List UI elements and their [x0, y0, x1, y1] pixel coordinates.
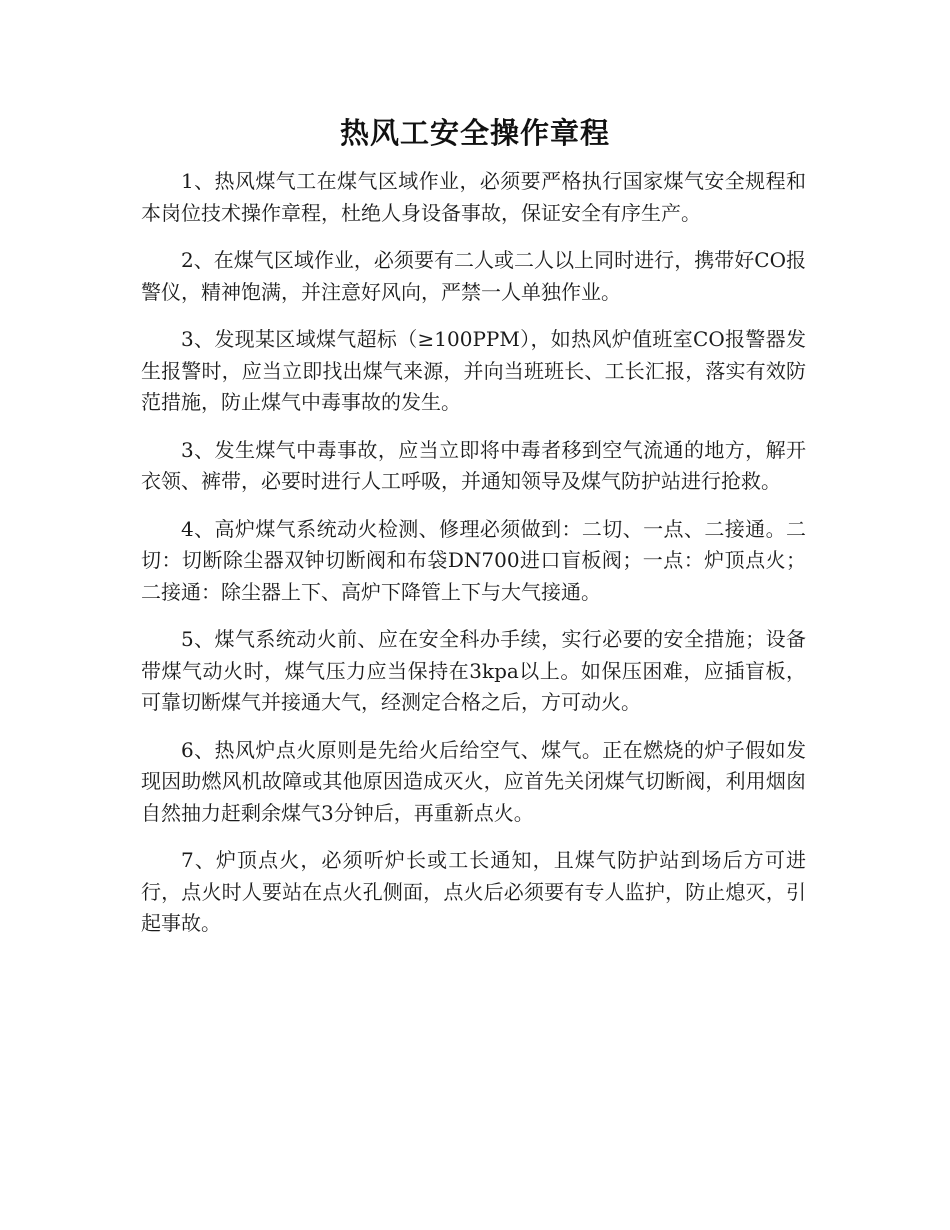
document-title: 热风工安全操作章程 — [339, 116, 610, 150]
paragraph-8: 7、炉顶点火，必须听炉长或工长通知，且煤气防护站到场后方可进行，点火时人要站在点火孔侧面，点火后必须要有专人监护，防止熄灭，引起事故。 — [141, 848, 806, 935]
paragraph-1: 1、热风煤气工在煤气区域作业，必须要严格执行国家煤气安全规程和本岗位技术操作章程，杜绝人身设备事故，保证安全有序生产。 — [141, 169, 806, 225]
paragraph-6: 5、煤气系统动火前、应在安全科办手续，实行必要的安全措施；设备带煤气动火时，煤气压力应当保持在3kpa以上。如保压困难，应插盲板，可靠切断煤气并接通大气，经测定合格之后，方可动火。 — [141, 627, 806, 714]
paragraph-7: 6、热风炉点火原则是先给火后给空气、煤气。正在燃烧的炉子假如发现因助燃风机故障或其他原因造成灭火，应首先关闭煤气切断阀，利用烟囱自然抽力赶剩余煤气3分钟后，再重新点火。 — [141, 737, 806, 825]
paragraph-4: 3、发生煤气中毒事故，应当立即将中毒者移到空气流通的地方，解开衣领、裤带，必要时进行人工呼吸，并通知领导及煤气防护站进行抢救。 — [141, 437, 806, 493]
paragraph-5: 4、高炉煤气系统动火检测、修理必须做到：二切、一点、二接通。二切：切断除尘器双钟切断阀和布袋DN700进口盲板阀；一点：炉顶点火；二接通：除尘器上下、高炉下降管上下与大气接通。 — [141, 516, 806, 604]
paragraph-2: 2、在煤气区域作业，必须要有二人或二人以上同时进行，携带好CO报警仪，精神饱满，并注意好风向，严禁一人单独作业。 — [141, 248, 806, 304]
paragraph-3: 3、发现某区域煤气超标（≥100PPM），如热风炉值班室CO报警器发生报警时，应当立即找出煤气来源，并向当班班长、工长汇报，落实有效防范措施，防止煤气中毒事故的发生。 — [141, 327, 806, 414]
document-body — [141, 166, 806, 956]
